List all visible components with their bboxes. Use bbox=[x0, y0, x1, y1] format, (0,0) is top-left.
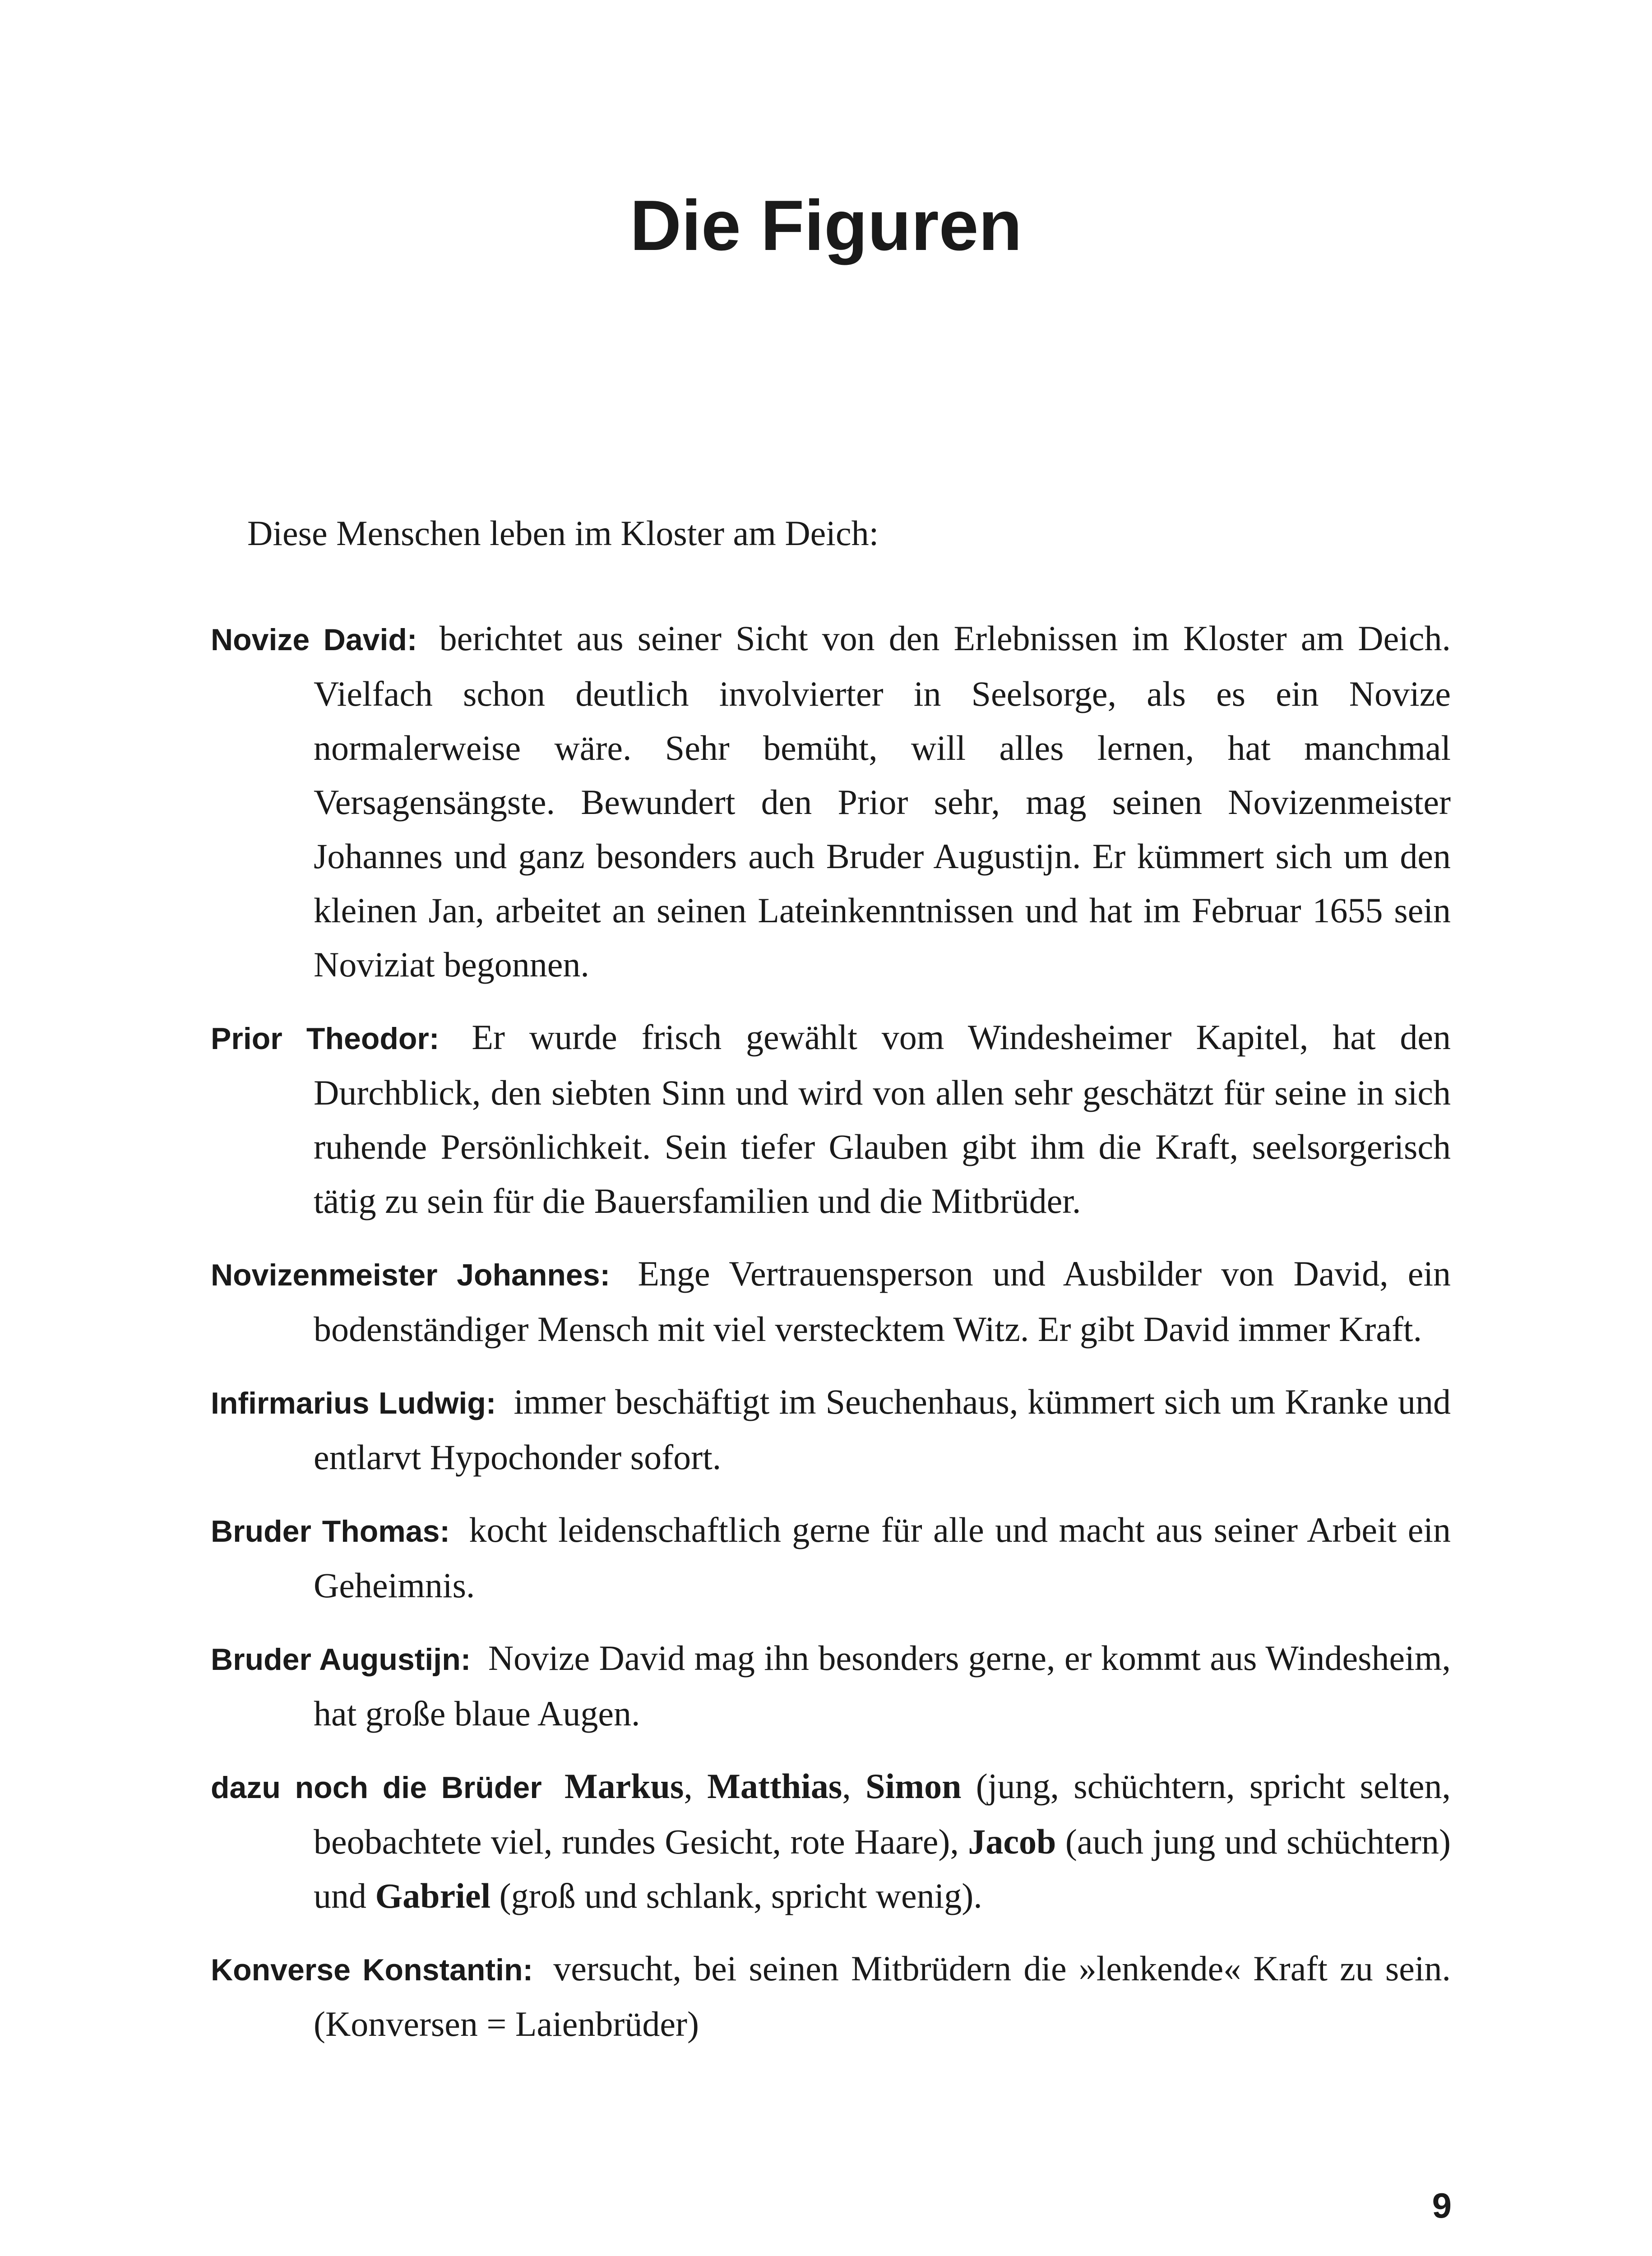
entry-term: Bruder Thomas: bbox=[211, 1514, 450, 1549]
name-separator: , bbox=[684, 1766, 708, 1806]
entry-text: kocht leidenschaftlich gerne für alle und macht aus seiner Arbeit ein Geheimnis. bbox=[314, 1510, 1451, 1605]
entry-infirmarius-ludwig bbox=[211, 1375, 1451, 1484]
entry-weitere-brueder bbox=[211, 1759, 1451, 1923]
jacob-description: (auch jung und schüchtern) und bbox=[314, 1822, 1451, 1915]
entry-text: versucht, bei seinen Mitbrüdern die »lenkende« Kraft zu sein. (Konversen = Laienbrüder) bbox=[314, 1949, 1451, 2043]
entry-prior-theodor bbox=[211, 1010, 1451, 1228]
intro-paragraph: Diese Menschen leben im Kloster am Deich: bbox=[247, 513, 879, 553]
name-markus: Markus bbox=[565, 1766, 684, 1806]
entry-text: Enge Vertrauensperson und Ausbilder von David, ein bodenständiger Mensch mit viel verstecktem Witz. Er gibt David immer Kraft. bbox=[314, 1254, 1451, 1349]
simon-description: (jung, schüchtern, spricht selten, beobachtete viel, rundes Gesicht, rote Haare), bbox=[314, 1766, 1451, 1861]
entry-term: Bruder Augustijn: bbox=[211, 1642, 471, 1677]
entry-bruder-augustijn bbox=[211, 1631, 1451, 1741]
entry-text: immer beschäftigt im Seuchenhaus, kümmert sich um Kranke und entlarvt Hypochonder sofort. bbox=[314, 1382, 1451, 1477]
page-number: 9 bbox=[1432, 2186, 1452, 2225]
entry-text: Novize David mag ihn besonders gerne, er kommt aus Windesheim, hat große blaue Augen. bbox=[314, 1638, 1451, 1733]
character-list bbox=[211, 611, 1451, 2070]
entry-term: Konverse Konstantin: bbox=[211, 1953, 533, 1987]
name-matthias: Matthias bbox=[707, 1766, 842, 1806]
name-jacob: Jacob bbox=[968, 1822, 1056, 1861]
entry-text: berichtet aus seiner Sicht von den Erlebnissen im Kloster am Deich. Vielfach schon deutlich involvierter in Seelsorge, als es ein Novize normalerweise wäre. Sehr bemüht, will alles lernen, hat manchmal Versagensängste. Bewundert den Prior sehr, mag seinen Novizenmeister Johannes und ganz besonders auch Bruder Augustijn. Er kümmert sich um den kleinen Jan, arbeitet an seinen Lateinkenntnissen und hat im Februar 1655 sein Noviziat begonnen. bbox=[314, 619, 1451, 984]
name-separator: , bbox=[842, 1766, 866, 1806]
entry-bruder-thomas bbox=[211, 1503, 1451, 1613]
entry-term: dazu noch die Brüder bbox=[211, 1771, 542, 1805]
entry-term: Novizenmeister Johannes: bbox=[211, 1258, 611, 1292]
gabriel-description: (groß und schlank, spricht wenig). bbox=[491, 1876, 982, 1915]
entry-novizenmeister-johannes bbox=[211, 1247, 1451, 1356]
entry-term: Novize David: bbox=[211, 623, 417, 657]
entry-term: Infirmarius Ludwig: bbox=[211, 1386, 496, 1420]
entry-text: Er wurde frisch gewählt vom Windesheimer Kapitel, hat den Durchblick, den siebten Sinn und wird von allen sehr geschätzt für seine in sich ruhende Persönlichkeit. Sein tiefer Glauben gibt ihm die Kraft, seelsorgerisch tätig zu sein für die Bauersfamilien und die Mitbrüder. bbox=[314, 1017, 1451, 1220]
entry-konverse-konstantin bbox=[211, 1942, 1451, 2051]
entry-term: Prior Theodor: bbox=[211, 1022, 440, 1056]
name-gabriel: Gabriel bbox=[375, 1876, 491, 1915]
name-simon: Simon bbox=[865, 1766, 962, 1806]
entry-novize-david bbox=[211, 611, 1451, 992]
chapter-title: Die Figuren bbox=[629, 186, 1023, 265]
